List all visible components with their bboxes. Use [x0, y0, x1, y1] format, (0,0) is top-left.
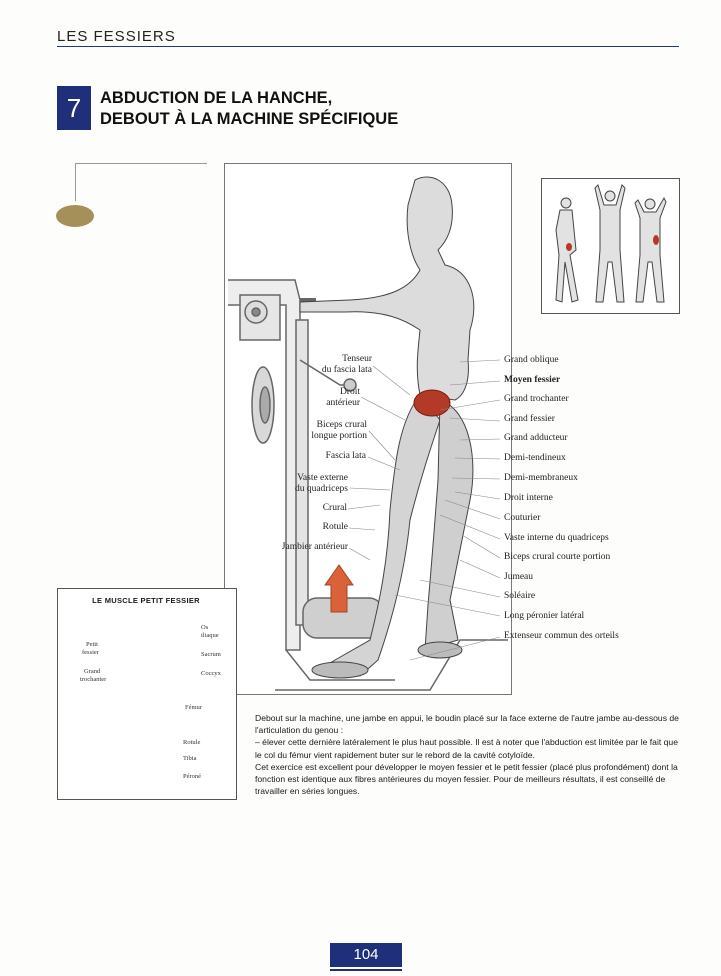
thumbnail-figure-back [635, 198, 666, 302]
exercise-description [255, 712, 680, 797]
label-couturier: Couturier [504, 513, 541, 523]
label-vaste-interne: Vaste interne du quadriceps [504, 533, 609, 543]
label-vaste-externe: Vaste externe [297, 473, 348, 483]
inset-label-petit: Petit [86, 641, 98, 648]
label-moyen-fessier: Moyen fessier [504, 375, 561, 385]
inset-label-sacrum: Sacrum [201, 651, 221, 658]
label-grand-fessier: Grand fessier [504, 414, 555, 424]
thumbnail-figure-side [556, 198, 578, 302]
inset-label-os: Os [201, 624, 209, 631]
inset-label-rotule: Rotule [183, 739, 201, 746]
label-rotule: Rotule [322, 522, 348, 532]
exercise-title-line2: DEBOUT À LA MACHINE SPÉCIFIQUE [100, 110, 399, 128]
label-anterieur: antérieur [326, 398, 360, 408]
inset-label-tibia: Tibia [183, 755, 197, 762]
label-grand-oblique: Grand oblique [504, 355, 559, 365]
label-biceps-crural: Biceps crural [316, 420, 367, 430]
description-benefits: Cet exercice est excellent pour développer le moyen fessier et le petit fessier (placé plus profondément) dont la fonction est identique aux fibres antérieures du moyen fessier. Pour de meilleurs résultats, il est conseillé de travailler en séries longues. [255, 761, 678, 797]
footer-rule [330, 969, 402, 971]
label-long-peronier: Long péronier latéral [504, 611, 585, 621]
inset-label-trochanter: trochanter [80, 676, 107, 683]
label-quadriceps: du quadriceps [294, 484, 348, 494]
description-setup: Debout sur la machine, une jambe en appui, le boudin placé sur la face externe de l'autre jambe au-dessous de l'articulation du genou : [255, 713, 679, 736]
label-biceps-crural-courte: Biceps crural courte portion [504, 552, 611, 562]
label-extenseur-orteils: Extenseur commun des orteils [504, 631, 619, 641]
label-tenseur: Tenseur [342, 354, 372, 364]
label-demi-tendineux: Demi-tendineux [504, 453, 566, 463]
inset-label-fessier: fessier [82, 649, 99, 656]
label-longue-portion: longue portion [311, 431, 367, 441]
label-soleaire: Soléaire [504, 591, 536, 601]
label-jambier-anterieur: Jambier antérieur [281, 542, 348, 552]
section-title: LES FESSIERS [57, 28, 176, 45]
exercise-number-badge: 7 [57, 86, 91, 130]
label-fascia-lata: Fascia lata [325, 451, 366, 461]
label-droit: Droit [339, 387, 360, 397]
label-grand-adducteur: Grand adducteur [504, 433, 568, 443]
label-fascia-lata-tenseur: du fascia lata [321, 365, 372, 375]
label-grand-trochanter: Grand trochanter [504, 394, 569, 404]
label-crural: Crural [322, 503, 347, 513]
description-movement: – élever cette dernière latéralement le plus haut possible. Il est à noter que l'abduction est limitée par le fait que le col du fémur vient rapidement buter sur le rebord de la cavité cotyloïde. [255, 737, 678, 760]
inset-title: LE MUSCLE PETIT FESSIER [92, 596, 200, 605]
inset-label-grand: Grand [84, 668, 101, 675]
inset-label-coccyx: Coccyx [201, 670, 221, 677]
page-number: 104 [330, 943, 402, 967]
label-droit-interne: Droit interne [504, 493, 553, 503]
inset-label-femur: Fémur [185, 704, 202, 711]
exercise-title-line1: ABDUCTION DE LA HANCHE, [100, 89, 333, 107]
inset-frame [57, 588, 237, 800]
inset-label-iliaque: iliaque [201, 632, 219, 639]
label-demi-membraneux: Demi-membraneux [504, 473, 578, 483]
thumbnail-figure-front [595, 185, 625, 302]
anatomy-thumbnails [556, 185, 666, 302]
label-jumeau: Jumeau [504, 572, 534, 582]
inset-label-perone: Péroné [183, 773, 202, 780]
